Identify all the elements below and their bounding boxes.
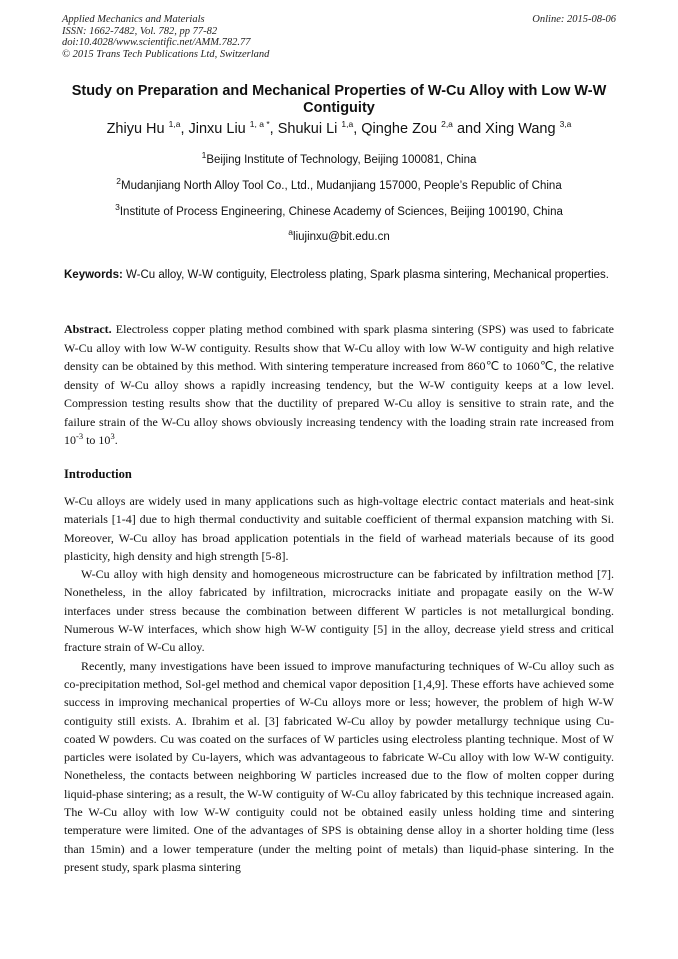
abstract-label: Abstract. <box>64 322 112 336</box>
author-email[interactable]: $^a$liujinxu@bit.edu.cn <box>288 227 390 243</box>
introduction-body <box>64 492 614 876</box>
paragraph: W-Cu alloy with high density and homogeneous microstructure can be fabricated by infiltration method [7]. Nonetheless, in the alloy fabricated by infiltration, microcracks initiate and propagate easily on the W-W interfaces under stress because the combination between different W particles is not metallurgical bonding. Numerous W-W interfaces, which show high W-W contiguity [5] in the alloy, decrease yield stress and critical fracture strain of W-Cu alloy. <box>64 567 614 655</box>
keywords-text: W-Cu alloy, W-W contiguity, Electroless plating, Spark plasma sintering, Mechanical properties. <box>122 269 609 281</box>
keywords-label: Keywords: <box>64 269 123 281</box>
paper-title: Study on Preparation and Mechanical Properties of W-Cu Alloy with Low W-W Contiguity <box>71 83 607 116</box>
affiliation: $^1$Beijing Institute of Technology, Beijing 100081, China <box>201 150 477 166</box>
affiliation: $^3$Institute of Process Engineering, Chinese Academy of Sciences, Beijing 100190, China <box>115 202 563 218</box>
author-affil-mark: 2,a <box>441 119 453 130</box>
abstract: Abstract. Electroless copper plating method combined with spark plasma sintering (SPS) was used to fabricate W-Cu alloy with low W-W contiguity. Results show that W-Cu alloy with low W-W contiguity and high relative density can be obtained by this method. With sintering temperature increased from 860℃ to 1060℃, the relative density of W-Cu alloy shows a rapidly increasing tendency, but the W-W contiguity keeps at a low level. Compression testing results show that the ductility of prepared W-Cu alloy is sensitive to strain rate, and the failure strain of the W-Cu alloy shows obviously increasing tendency with the loading strain rate increased from $10^{-3}$ to $10^3$. <box>64 322 614 447</box>
author-affil-mark: 1, a * <box>249 119 270 130</box>
paragraph: Recently, many investigations have been issued to improve manufacturing techniques of W-Cu alloy such as co-precipitation method, Sol-gel method and chemical vapor deposition [1,4,9]. These efforts have achieved some success in improving mechanical properties of W-Cu alloys more or less; however, the problem of high W-W contiguity still exists. A. Ibrahim et al. [3] fabricated W-Cu alloy by powder metallurgy technique using Cu-coated W powders. Cu was coated on the surfaces of W particles using electroless planting technique. Most of W particles were isolated by Cu-layers, which was advantageous to fabricate W-Cu alloy with low W-W contiguity. Nonetheless, the contacts between neighboring W particles increased due to the flow of molten copper during liquid-phase sintering; as a result, the W-W contiguity of W-Cu alloy fabricated by this technique increased again. The W-Cu alloy with low W-W contiguity could not be obtained easily unless holding time and sintering temperature were limited. One of the advantages of SPS is obtaining dense alloy in a shorter holding time (less than 15min) and a lower temperature (under the melting point of metals) than liquid-phase sintering. In the present study, spark plasma sintering <box>64 658 614 874</box>
author-affil-mark: 1,a <box>168 119 181 130</box>
author-list: Zhiyu Hu $^{1,a}$, Jinxu Liu $^{1, a *}$, Shukui Li $^{1,a}$, Qinghe Zou $^{2,a}$ and Xing Wang $^{3,a}$ <box>106 119 572 137</box>
author-name: Xing Wang <box>485 121 556 137</box>
section-heading-introduction: Introduction <box>64 467 132 481</box>
issn-line: ISSN: 1662-7482, Vol. 782, pp 77-82 <box>62 25 218 37</box>
online-date: Online: 2015-08-06 <box>532 14 616 25</box>
doi-line: doi:10.4028/www.scientific.net/AMM.782.77 <box>62 37 251 48</box>
author-name: Jinxu Liu <box>188 121 246 137</box>
copyright-line: © 2015 Trans Tech Publications Ltd, Switzerland <box>62 48 270 60</box>
affiliation: $^2$Mudanjiang North Alloy Tool Co., Ltd., Mudanjiang 157000, People’s Republic of China <box>116 176 562 192</box>
author-name: Zhiyu Hu <box>106 121 165 137</box>
author-name: Shukui Li <box>277 121 338 137</box>
author-name: Qinghe Zou <box>361 121 438 137</box>
author-affil-mark: 3,a <box>559 119 572 130</box>
keywords <box>64 266 614 284</box>
journal-name: Applied Mechanics and Materials <box>62 14 205 25</box>
author-affil-mark: 1,a <box>341 119 354 130</box>
paragraph: W-Cu alloys are widely used in many applications such as high-voltage electric contact materials and heat-sink materials [1-4] due to high thermal conductivity and suitable coefficient of thermal expansion matching with Si. Moreover, W-Cu alloy has broad application potentials in the field of warhead materials because of its good plasticity, high density and high strength [5-8]. <box>64 494 614 563</box>
journal-header <box>62 14 616 60</box>
